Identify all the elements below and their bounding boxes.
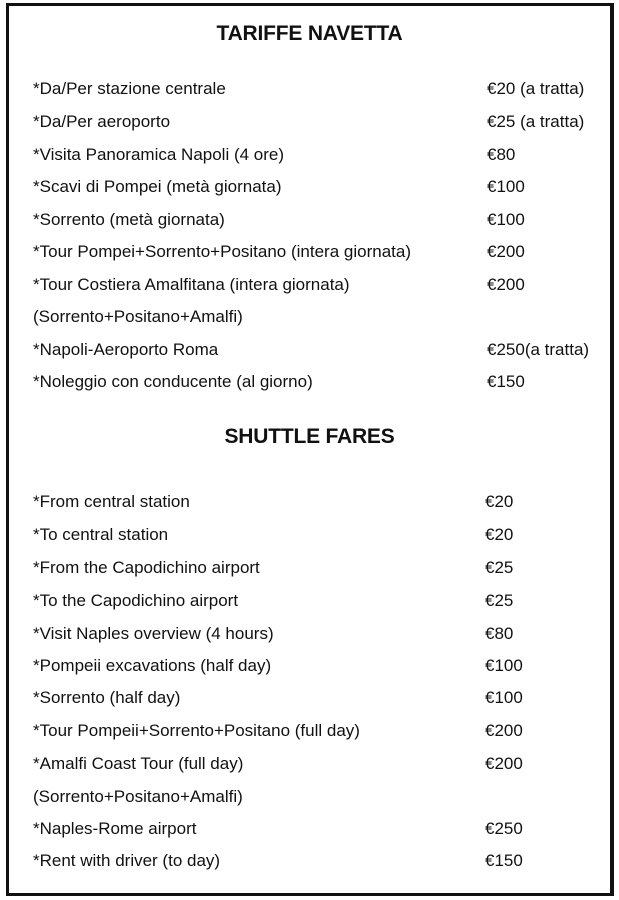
- fare-row: [9, 143, 610, 173]
- fare-name: *Tour Pompeii+Sorrento+Positano (full day): [33, 721, 360, 740]
- fare-name: (Sorrento+Positano+Amalfi): [33, 787, 243, 806]
- fare-price: €100: [485, 688, 523, 707]
- fare-row: [9, 208, 610, 238]
- fare-row: [9, 752, 610, 782]
- fare-row: [9, 719, 610, 749]
- fare-name: *Sorrento (half day): [33, 688, 181, 707]
- fare-name: *To the Capodichino airport: [33, 591, 239, 610]
- fare-price: €200: [487, 275, 525, 294]
- fare-row: [9, 686, 610, 716]
- price-list-frame: [6, 3, 614, 896]
- fare-price: €150: [487, 372, 525, 391]
- fare-row: [9, 490, 610, 520]
- fare-price: €250: [485, 819, 523, 838]
- fare-row: [9, 77, 610, 107]
- fare-name: *Rent with driver (to day): [33, 851, 221, 870]
- fare-name: *Visit Naples overview (4 hours): [33, 624, 274, 643]
- fare-name: *Da/Per aeroporto: [33, 112, 171, 131]
- fare-price: €100: [487, 177, 525, 196]
- fare-price: €25: [485, 558, 514, 577]
- fare-name: *Tour Pompei+Sorrento+Positano (intera giornata): [33, 242, 411, 261]
- fare-row: [9, 556, 610, 586]
- fare-name: *Tour Costiera Amalfitana (intera giornata): [33, 275, 350, 294]
- fare-name: *Pompeii excavations (half day): [33, 656, 272, 675]
- fare-name: *From the Capodichino airport: [33, 558, 260, 577]
- fare-row: [9, 654, 610, 684]
- fare-name: *Naples-Rome airport: [33, 819, 197, 838]
- fare-name: *Visita Panoramica Napoli (4 ore): [33, 145, 285, 164]
- fare-price: €250(a tratta): [487, 340, 590, 359]
- fare-price: €200: [485, 721, 523, 740]
- fare-row: [9, 589, 610, 619]
- fare-price: €25 (a tratta): [487, 112, 585, 131]
- fare-name: *To central station: [33, 525, 169, 544]
- fare-row: [9, 110, 610, 140]
- fare-price: €20 (a tratta): [487, 79, 585, 98]
- fare-row: [9, 273, 610, 303]
- fare-price: €20: [485, 525, 514, 544]
- fare-price: €80: [487, 145, 516, 164]
- fare-row: [9, 240, 610, 270]
- fare-price: €150: [485, 851, 523, 870]
- fare-name: *Da/Per stazione centrale: [33, 79, 226, 98]
- fare-name: *Sorrento (metà giornata): [33, 210, 225, 229]
- fare-row: [9, 785, 610, 815]
- fare-row: [9, 305, 610, 335]
- section-title-tariffe: TARIFFE NAVETTA: [216, 22, 403, 45]
- fare-row: [9, 370, 610, 400]
- fare-price: €100: [487, 210, 525, 229]
- fare-name: *Noleggio con conducente (al giorno): [33, 372, 313, 391]
- fare-row: [9, 338, 610, 368]
- fare-row: [9, 622, 610, 652]
- fare-name: *Amalfi Coast Tour (full day): [33, 754, 244, 773]
- fare-price: €25: [485, 591, 514, 610]
- fare-price: €100: [485, 656, 523, 675]
- fare-name: *From central station: [33, 492, 190, 511]
- section-title-shuttle: SHUTTLE FARES: [224, 425, 395, 448]
- fare-row: [9, 175, 610, 205]
- fare-price: €200: [485, 754, 523, 773]
- fare-name: (Sorrento+Positano+Amalfi): [33, 307, 243, 326]
- fare-price: €80: [485, 624, 514, 643]
- fare-price: €200: [487, 242, 525, 261]
- fare-price: €20: [485, 492, 514, 511]
- fare-row: [9, 817, 610, 847]
- fare-name: *Scavi di Pompei (metà giornata): [33, 177, 282, 196]
- fare-row: [9, 849, 610, 879]
- fare-name: *Napoli-Aeroporto Roma: [33, 340, 219, 359]
- fare-row: [9, 523, 610, 553]
